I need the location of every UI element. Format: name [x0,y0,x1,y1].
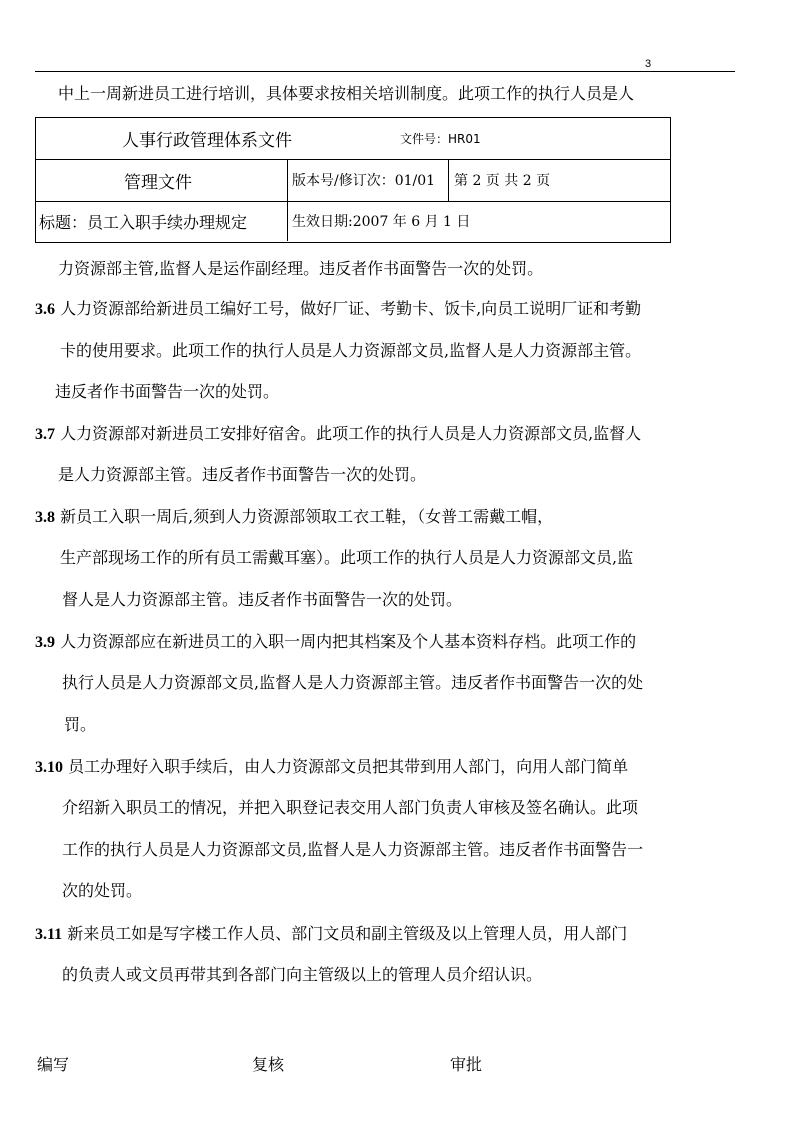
header-row-1 [36,118,670,160]
item-line: 人力资源部给新进员工编好工号，做好厂证、考勤卡、饭卡,向员工说明厂证和考勤 [60,299,642,318]
list-item [35,757,628,778]
page-number: 3 [645,58,652,70]
item-number: 3.6 [35,301,55,318]
item-line: 次的处罚。 [62,881,143,900]
item-line: 新员工入职一周后,须到人力资源部领取工衣工鞋，（女普工需戴工帽， [60,507,554,526]
list-item [35,299,641,320]
page-info: 第 2 页 共 2 页 [454,173,551,189]
list-item [35,924,627,945]
list-item [35,632,636,653]
item-line: 是人力资源部主管。违反者作书面警告一次的处罚。 [58,465,427,484]
item-line: 介绍新入职员工的情况，并把入职登记表交用人部门负责人审核及签名确认。此项 [62,798,639,817]
item-line: 新来员工如是写字楼工作人员、部门文员和副主管级及以上管理人员，用人部门 [67,924,628,943]
reviewer-label: 复核 [252,1055,285,1074]
writer-label: 编写 [37,1055,70,1074]
header-divider [287,201,288,241]
body-line-intro: 中上一周新进员工进行培训，具体要求按相关培训制度。此项工作的执行人员是人 [58,84,635,103]
item-line: 卡的使用要求。此项工作的执行人员是人力资源部文员,监督人是人力资源部主管。 [60,341,642,360]
item-line: 工作的执行人员是人力资源部文员,监督人是人力资源部主管。违反者作书面警告一 [62,840,644,859]
effective-date: 生效日期:2007 年 6 月 1 日 [292,214,471,230]
header-divider [287,159,288,201]
item-line: 罚。 [64,715,97,734]
item-line: 员工办理好入职手续后，由人力资源部文员把其带到用人部门，向用人部门简单 [68,757,629,776]
document-title: 标题：员工入职手续办理规定 [39,212,248,232]
item-number: 3.9 [35,634,55,651]
version-number: 版本号/修订次：01/01 [292,173,436,189]
header-row-2 [36,159,670,202]
item-line: 生产部现场工作的所有员工需戴耳塞）。此项工作的执行人员是人力资源部文员,监 [60,548,634,567]
item-number: 3.8 [35,509,55,526]
item-line: 违反者作书面警告一次的处罚。 [55,382,280,401]
item-number: 3.10 [35,759,63,776]
item-number: 3.7 [35,426,55,443]
list-item [35,507,553,528]
body-line-intro-cont: 力资源部主管,监督人是运作副经理。违反者作书面警告一次的处罚。 [58,259,544,278]
system-title: 人事行政管理体系文件 [122,131,292,151]
list-item [35,424,641,445]
document-header-table [35,117,671,243]
item-line: 人力资源部对新进员工安排好宿舍。此项工作的执行人员是人力资源部文员,监督人 [60,424,642,443]
header-divider [448,159,449,201]
header-rule [35,71,735,72]
item-line: 人力资源部应在新进员工的入职一周内把其档案及个人基本资料存档。此项工作的 [60,632,637,651]
approver-label: 审批 [450,1055,483,1074]
item-number: 3.11 [35,926,63,943]
item-line: 督人是人力资源部主管。违反者作书面警告一次的处罚。 [62,590,463,609]
document-number: 文件号：HR01 [400,132,481,146]
item-line: 的负责人或文员再带其到各部门向主管级以上的管理人员介绍认识。 [62,965,543,984]
document-type: 管理文件 [124,172,192,193]
header-row-3 [36,201,670,241]
item-line: 执行人员是人力资源部文员,监督人是人力资源部主管。违反者作书面警告一次的处 [62,673,644,692]
